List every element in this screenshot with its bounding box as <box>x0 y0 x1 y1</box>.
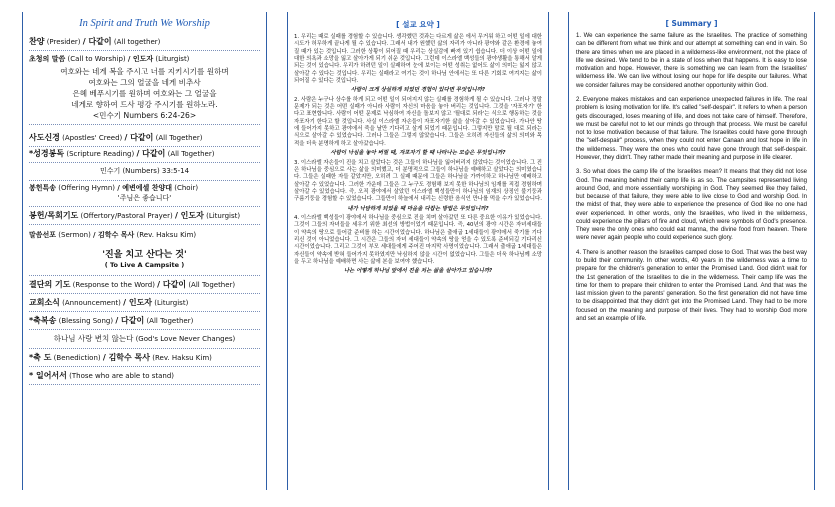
bulletin-title: In Spirit and Truth We Worship <box>79 18 210 29</box>
korean-question-2: 사람이 낙심을 놓아 버릴 때, 자포자기 할 때 나타나는 모습은 무엇입니까? <box>330 150 506 157</box>
scripture-reference: 민수기 (Numbers) 33:5-14 <box>29 163 260 181</box>
worship-item-sermon: 말씀선포 (Sermon) / 김학수 목사 (Rev. Haksu Kim) <box>29 231 197 239</box>
stand-note: * 일어서서 (Those who are able to stand) <box>29 367 260 385</box>
worship-item-prayer: 봉헌/목회기도 (Offertory/Pastoral Prayer) / 인도자 (Liturgist) <box>29 207 260 225</box>
sermon-title-block <box>29 240 260 276</box>
call-verse: 여호와는 네게 복을 주시고 너를 지키시기를 원하며 여호와는 그의 얼굴을 네게 비추사 은혜 베푸시기를 원하며 여호와는 그 얼굴을 네게로 향하여 드사 평강 주시기를 원하노라. <민수기 Numbers 6:24-26> <box>29 64 260 125</box>
worship-item-creed: 사도신경 (Apostles' Creed) / 다같이 (All Together) <box>29 125 260 147</box>
worship-item-scripture: *성경봉독 (Scripture Reading) / 다같이 (All Together) <box>29 147 260 163</box>
english-summary-title: [ Summary ] <box>665 19 718 28</box>
sermon-title-en: ( To Live A Campsite ) <box>104 261 185 269</box>
worship-item-announcement: 교회소식 (Announcement) / 인도자 (Liturgist) <box>29 294 260 312</box>
blessing-song-title: 하나님 사랑 변치 않는다 (God's Love Never Changes) <box>29 330 260 349</box>
english-para-4: 4. There is another reason the Israelites camped close to God. That was the best way to build their community. In other words, 40 years in the wilderness was a time to prepare for the children's generation to enter the Promised Land. God didn't wait for the 1st generation of the Israelites to die in the wilderness. Their camp life was the time for them to prepare their children to enter the Promised Land. And that was the last mission given to the parents' generation. So the first generation did not have time to be disappointed that they didn't get into the Promised Land. They had to be more focused on the meaning and purpose of their lives. They had to worship God more and set an example of life. <box>576 249 807 322</box>
korean-para-3: 3. 이스라엘 자손들이 진을 치고 살았다는 것은 그들이 하나님을 잃어버리지 않았다는 것이었습니다. 그 진은 하나님을 중심으로 사는 삶을 의미했고, 더 분명적으로 그들이 하나님을 예배하고 살았다는 의미였습니다. 그들은 실패한 자들 같았지만, 오히려 그 실패 때문에 그들은 하나님을 가까이하고 하나님만 예배하고 살아갈 수 있었습니다. 그러한 가운데 그들은 그 누구도 경험해 보지 못한 하나님의 임재를 직접 경험하며 살아갈 수 있었습니다. 즉, 오직 광야에서 살았던 이스라엘 백성들만이 하나님의 임재의 상징인 불기둥과 구름기둥을 경험할 수 있었습니다. 그들만이 하늘에서 내리는 신령한 음식인 만나를 먹을 수가 있었습니다. <box>294 159 542 203</box>
worship-item-call: 초청의 말씀 (Call to Worship) / 인도자 (Liturgist) <box>29 55 190 63</box>
korean-summary-panel <box>287 12 549 490</box>
worship-item-blessing-song: *축복송 (Blessing Song) / 다같이 (All Together) <box>29 312 260 330</box>
korean-para-1: 1. 우리는 때로 실패를 경험할 수 있습니다. 생각했던 것과는 다르게 삶은 에서 무거워 하고 어떤 일에 대한 시도가 허무하게 끝나게 될 수 있습니다. 그래서 내가 원했던 삶의 자리가 아니라 광야와 같은 환경에 놓여질 때가 있는 것입니다. 그러한 상황이 되어질 때 우리는 상실감에 빠져 있기 쉽습니다. 더 이상 어떤 일에 대한 의욕과 소망을 잃고 살아가게 되기 쉬운 것입니다. 그런데 이스라엘 백성들의 광야생활을 통해서 알게 되는 것이 있습니다. 우리가 하려던 일이 실패하여 눈에 보이는 어떤 성취는 없어도 삶이 의미는 잃지 않고 살아갈 수 있다는 것입니다. 우리는 실패라고 여기는 것이 하나님 안에서는 또 다른 기회로 여겨지는 삶이 되어질 수 있다는 것입니다. <box>294 34 542 85</box>
worship-item-benediction: *축 도 (Benediction) / 김학수 목사 (Rev. Haksu Kim) <box>29 349 260 367</box>
order-of-worship-panel <box>22 12 267 490</box>
english-para-2: 2. Everyone makes mistakes and can experience unexpected failures in life. The real problem is losing motivation for life. It's called "self-despair". It refers to when a person gets discouraged, loses meaning of life, and does not take care of himself. Therefore, we must be careful not to let our minds go through that process. We must be careful not to lose motivation because of that failure. The Israelites could have gone through the "self-despair" process, when they could not enter Canaan and lost hope in life in the wilderness. They were the ones who could have gone through that self-despair. However, they didn't. They rather made their meaning and purpose in life clearer. <box>576 96 807 161</box>
korean-question-4: 나는 어떻게 하나님 앞에서 진을 치는 삶을 살아가고 있습니까? <box>343 268 493 275</box>
offering-song: '주님은 좋습니다' <box>29 192 260 207</box>
korean-question-1: 사람이 크게 상실하게 되었던 경험이 있다면 무엇입니까? <box>350 87 486 94</box>
korean-para-2: 2. 사람은 누구나 상수를 하게 되고 어떤 일이 되어지지 않는 실패를 경험하게 될 수 있습니다. 그러나 정말 문제가 되는 것은 어떤 실패가 아니라 사람이 자신의 마음을 놓아 버리는 것입니다. 그것을 '자포자기' 한 다고 표현합니다. 사람이 어떤 문제로 낙심하여 자신을 돌보지 않고 '될대로 되라'는 식으로 행동하는 것을 자포자기 한다고 할 것입니다. 사실 이스라엘 자손들이 자포자기한 삶을 살아갈 수 있었습니다. 가나안 땅에 들어가지 못하고 광야에서 죽을 날만 기다리고 살게 되었기 때문입니다. 그렇지만 말로 될 대로 되라는 식으로 살아갈 수 있었습니다. 그러나 그들은 그렇지 않았습니다. 그들은 오히려 자신들의 삶의 의미와 목적을 더욱 분명하게 하고 살아갔습니다. <box>294 96 542 147</box>
english-para-3: 3. So what does the camp life of the Israelites mean? It means that they did not lose God. The meaning behind their camp life is as so. The campsites represented living around God, and more essentially worshiping in God. They seemed like they failed, but because of that failure, they were able to live close to God and worship God. In the midst of that, they were able to experience the presence of God like no one had ever experienced. In other words, only the Israelites, who lived in the wilderness, could experience the pillars of fire and cloud, which were symbols of God's presence. They were the only ones who could eat manna, the divine food from heaven. There were never again people who could experience such glory. <box>576 169 807 242</box>
korean-question-3: 내가 낙담하게 되었을 때 마음을 다잡는 방법은 무엇입니까? <box>347 205 489 212</box>
worship-item-offering: 봉헌특송 (Offering Hymn) / 예변에셀 찬양대 (Choir) <box>29 183 199 192</box>
korean-summary-title: [ 설교 요약 ] <box>396 20 440 29</box>
sermon-title: '진을 치고 산다는 것' <box>102 249 187 260</box>
worship-item-praise: 찬양 (Presider) / 다같이 (All together) <box>29 35 260 51</box>
worship-item-response: 결단의 기도 (Response to the Word) / 다같이 (All Together) <box>29 276 260 294</box>
english-para-1: 1. We can experience the same failure as the Israelites. The practice of something can be different from what we think and our attempt at something can end in vain. So there are times when we are placed in a wilderness-like environment, not the place of life we desired. We tend to be in a state of loss when that happens. It is easy to lose motivation and hope. However, there is something we can learn from the Israelites' wilderness life. We can live without losing our hope for life despite our failures. What we consider failures may be considered another opportunity within God. <box>576 33 807 89</box>
korean-para-4: 4. 이스라엘 백성들이 광야에서 하나님을 중심으로 진을 치며 살아갔던 또 다른 중요한 이유가 있었습니다. 그것이 그들의 자녀들을 세우기 위한 최선의 방법이었기 때문입니다. 즉, 40년의 광야 시간은 자녀세대들이 약속의 땅으로 들어갈 준비를 하는 시간이었습니다. 하나님은 출애굽 1세대들이 광야에서 죽기를 기다리신 것이 아니었습니다. 그 시간은 그들의 자녀 세대들이 약속의 땅을 얻을 수 있도록 준비되길 기다리신 시간이었습니다. 그리고 그것이 부모 세대들에게 주어진 마지막 사명이었습니다. 그래서 출애굽 1세대들은 자신들이 약속에 받혀 들어가지 못하였지만 낙심하지 않을 시간이 없었습니다. 그들은 더욱 하나님께 소망을 두고 하나님을 예배하면 사는 삶에 본을 보여야 했습니다. <box>294 214 542 265</box>
english-summary-panel <box>568 12 815 490</box>
